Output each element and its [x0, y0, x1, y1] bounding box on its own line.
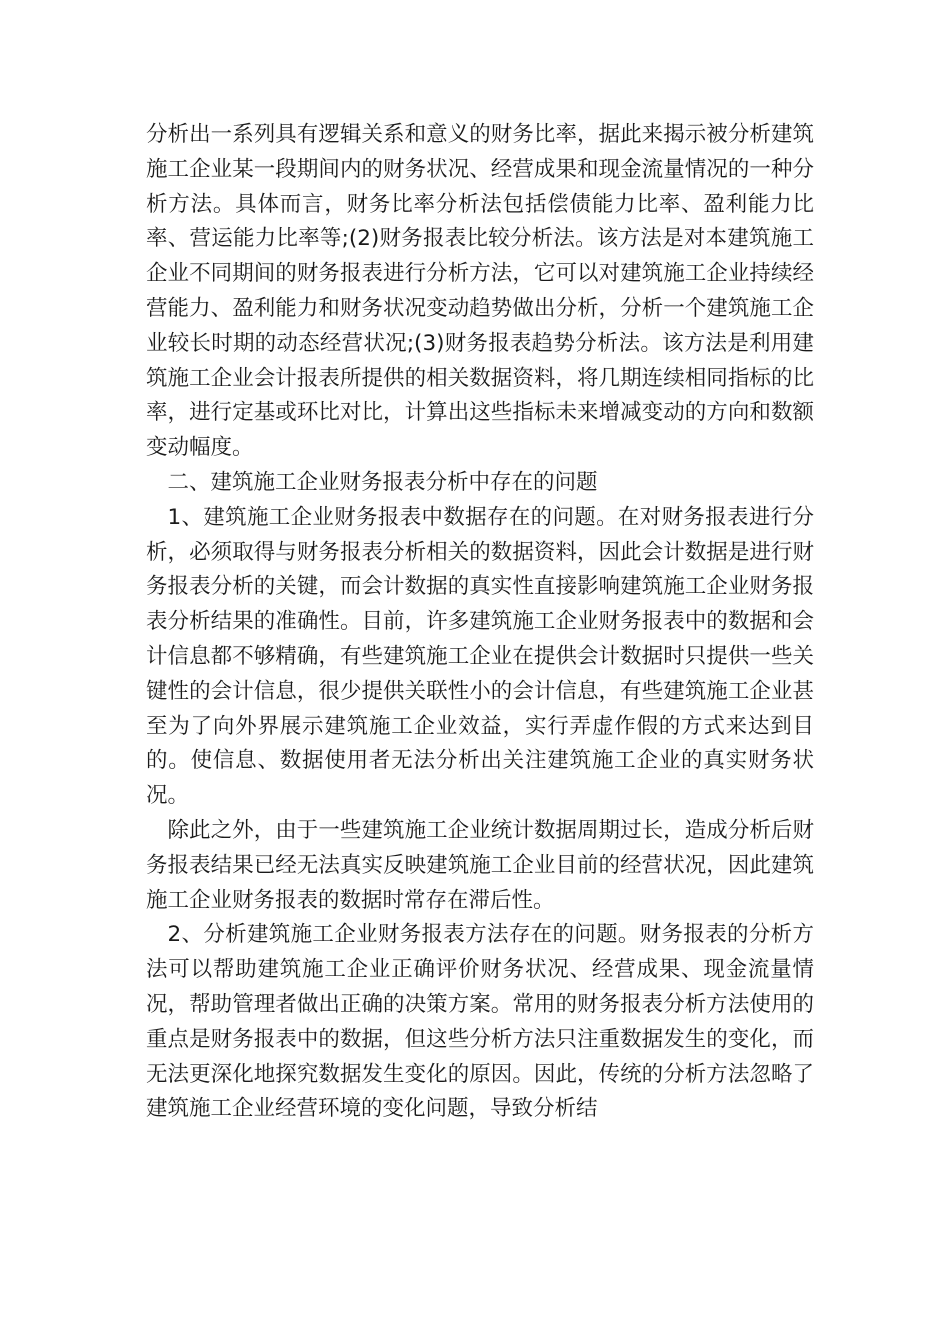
- paragraph-data-lag: 除此之外，由于一些建筑施工企业统计数据周期过长，造成分析后财务报表结果已经无法真实反映建筑施工企业目前的经营状况，因此建筑施工企业财务报表的数据时常存在滞后性。: [146, 817, 814, 913]
- paragraph-analysis-methods: 分析出一系列具有逻辑关系和意义的财务比率，据此来揭示被分析建筑施工企业某一段期间内的财务状况、经营成果和现金流量情况的一种分析方法。具体而言，财务比率分析法包括偿债能力比率、盈利能力比率、营运能力比率等;(2)财务报表比较分析法。该方法是对本建筑施工企业不同期间的财务报表进行分析方法，它可以对建筑施工企业持续经营能力、盈利能力和财务状况变动趋势做出分析，分析一个建筑施工企业较长时期的动态经营状况;(3)财务报表趋势分析法。该方法是利用建筑施工企业会计报表所提供的相关数据资料，将几期连续相同指标的比率，进行定基或环比对比，计算出这些指标未来增减变动的方向和数额变动幅度。: [146, 122, 814, 461]
- paragraph-data-problems: 1、建筑施工企业财务报表中数据存在的问题。在对财务报表进行分析，必须取得与财务报表分析相关的数据资料，因此会计数据是进行财务报表分析的关键，而会计数据的真实性直接影响建筑施工企业财务报表分析结果的准确性。目前，许多建筑施工企业财务报表中的数据和会计信息都不够精确，有些建筑施工企业在提供会计数据时只提供一些关键性的会计信息，很少提供关联性小的会计信息，有些建筑施工企业甚至为了向外界展示建筑施工企业效益，实行弄虚作假的方式来达到目的。使信息、数据使用者无法分析出关注建筑施工企业的真实财务状况。: [146, 504, 814, 809]
- section-heading: 二、建筑施工企业财务报表分析中存在的问题: [167, 469, 598, 495]
- paragraph-method-problems: 2、分析建筑施工企业财务报表方法存在的问题。财务报表的分析方法可以帮助建筑施工企业正确评价财务状况、经营成果、现金流量情况，帮助管理者做出正确的决策方案。常用的财务报表分析方法使用的重点是财务报表中的数据，但这些分析方法只注重数据发生的变化，而无法更深化地探究数据发生变化的原因。因此，传统的分析方法忽略了建筑施工企业经营环境的变化问题，导致分析结: [146, 922, 814, 1122]
- document-body: [146, 118, 814, 1127]
